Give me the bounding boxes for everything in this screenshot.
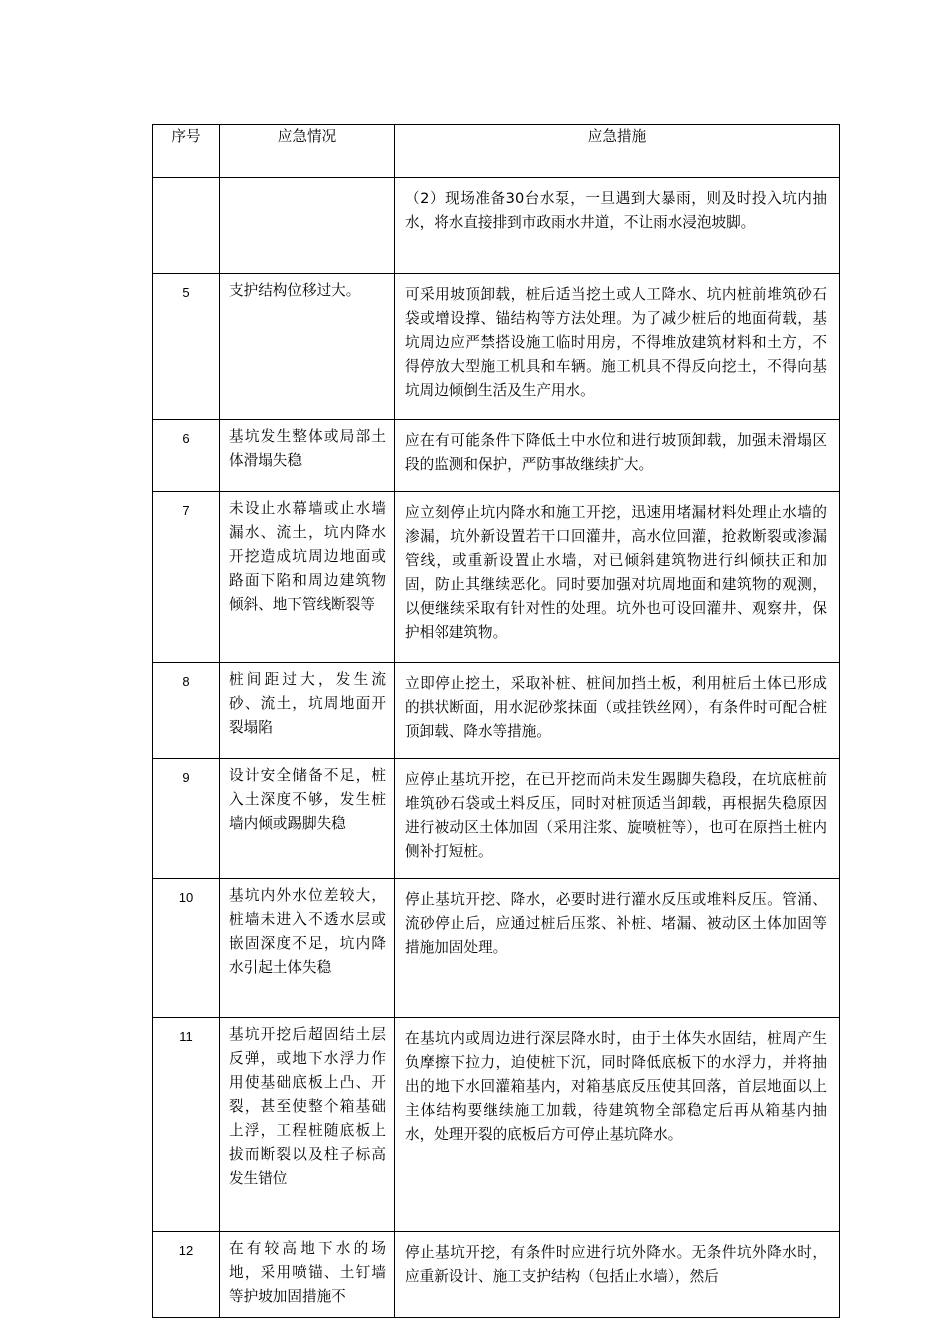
row-measures: （2）现场准备30台水泵，一旦遇到大暴雨，则及时投入坑内抽水，将水直接排到市政雨水井道，不让雨水浸泡坡脚。 — [395, 178, 840, 274]
row-number — [153, 178, 220, 274]
table-row — [153, 1232, 840, 1318]
header-measures: 应急措施 — [395, 125, 840, 178]
row-measures — [395, 1232, 840, 1318]
header-situation: 应急情况 — [220, 125, 395, 178]
row-number: 12 — [153, 1232, 220, 1318]
row-measures: 应立刻停止坑内降水和施工开挖，迅速用堵漏材料处理止水墙的渗漏，坑外新设置若干口回灌井，高水位回灌，抢救断裂或渗漏管线，或重新设置止水墙，对已倾斜建筑物进行纠倾扶正和加固，防止其继续恶化。同时要加强对坑周地面和建筑物的观测，以便继续采取有针对性的处理。坑外也可设回灌井、观察井，保护相邻建筑物。 — [395, 492, 840, 663]
row-number: 8 — [153, 663, 220, 759]
row-situation — [220, 178, 395, 274]
table-row — [153, 879, 840, 1018]
row-number: 6 — [153, 420, 220, 492]
row-situation: 桩间距过大，发生流砂、流土，坑周地面开裂塌陷 — [220, 663, 395, 759]
table-header-row — [153, 125, 840, 178]
row-situation: 设计安全储备不足，桩入土深度不够，发生桩墙内倾或踢脚失稳 — [220, 759, 395, 879]
row-situation — [220, 1232, 395, 1318]
table-row — [153, 1018, 840, 1232]
table-row — [153, 178, 840, 274]
row-measures: 应在有可能条件下降低土中水位和进行坡顶卸载，加强未滑塌区段的监测和保护，严防事故继续扩大。 — [395, 420, 840, 492]
row-measures: 可采用坡顶卸载，桩后适当挖土或人工降水、坑内桩前堆筑砂石袋或增设撑、锚结构等方法处理。为了减少桩后的地面荷载，基坑周边应严禁搭设施工临时用房，不得堆放建筑材料和土方，不得停放大型施工机具和车辆。施工机具不得反向挖土，不得向基坑周边倾倒生活及生产用水。 — [395, 274, 840, 420]
emergency-measures-table — [152, 124, 840, 1318]
header-no: 序号 — [153, 125, 220, 178]
row-situation: 基坑发生整体或局部土体滑塌失稳 — [220, 420, 395, 492]
row-measures: 停止基坑开挖、降水，必要时进行灌水反压或堆料反压。管涌、流砂停止后，应通过桩后压浆、补桩、堵漏、被动区土体加固等措施加固处理。 — [395, 879, 840, 1018]
row-measures: 在基坑内或周边进行深层降水时，由于土体失水固结，桩周产生负摩擦下拉力，迫使桩下沉，同时降低底板下的水浮力，并将抽出的地下水回灌箱基内，对箱基底反压使其回落，首层地面以上主体结构要继续施工加载，待建筑物全部稳定后再从箱基内抽水，处理开裂的底板后方可停止基坑降水。 — [395, 1018, 840, 1232]
table-row — [153, 420, 840, 492]
row-number: 11 — [153, 1018, 220, 1232]
table-row — [153, 492, 840, 663]
table-row — [153, 759, 840, 879]
table-row — [153, 663, 840, 759]
row-number: 5 — [153, 274, 220, 420]
row-measures: 应停止基坑开挖，在已开挖而尚未发生踢脚失稳段，在坑底桩前堆筑砂石袋或土料反压，同时对桩顶适当卸载，再根据失稳原因进行被动区土体加固（采用注浆、旋喷桩等），也可在原挡土桩内侧补打短桩。 — [395, 759, 840, 879]
row-situation: 基坑开挖后超固结土层反弹，或地下水浮力作用使基础底板上凸、开裂，甚至使整个箱基础上浮，工程桩随底板上拔而断裂以及柱子标高发生错位 — [220, 1018, 395, 1232]
row-situation: 未设止水幕墙或止水墙漏水、流土，坑内降水开挖造成坑周边地面或路面下陷和周边建筑物倾斜、地下管线断裂等 — [220, 492, 395, 663]
row-number: 7 — [153, 492, 220, 663]
row-number: 9 — [153, 759, 220, 879]
row-situation: 基坑内外水位差较大，桩墙未进入不透水层或嵌固深度不足，坑内降水引起土体失稳 — [220, 879, 395, 1018]
row-situation-text: 在有较高地下水的场地，采用喷锚、土钉墙等护坡加固措施不 — [229, 1240, 386, 1305]
row-number: 10 — [153, 879, 220, 1018]
table-row — [153, 274, 840, 420]
row-situation: 支护结构位移过大。 — [220, 274, 395, 420]
row-measures-text: 停止基坑开挖，有条件时应进行坑外降水。无条件坑外降水时，应重新设计、施工支护结构（包括止水墙），然后 — [405, 1244, 827, 1285]
row-measures: 立即停止挖土，采取补桩、桩间加挡土板，利用桩后土体已形成的拱状断面，用水泥砂浆抹面（或挂铁丝网），有条件时可配合桩顶卸载、降水等措施。 — [395, 663, 840, 759]
